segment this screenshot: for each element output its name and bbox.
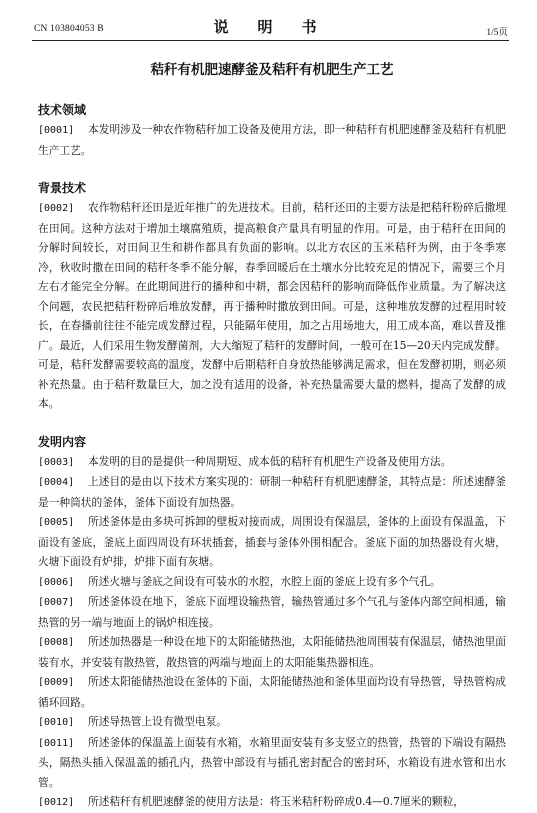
paragraph-number: [0002] [38, 203, 75, 214]
paragraph-text: 本发明的目的是提供一种周期短、成本低的秸秆有机肥生产设备及使用方法。 [88, 454, 452, 468]
paragraph-text: 所述秸秆有机肥速酵釜的使用方法是：将玉米秸秆粉碎成0.4—0.7厘米的颗粒， [88, 795, 464, 808]
paragraph [38, 120, 506, 160]
document-title: 秸秆有机肥速酵釜及秸秆有机肥生产工艺 [150, 62, 394, 78]
paragraph-number: [0008] [38, 637, 75, 648]
paragraph-number: [0006] [38, 576, 75, 588]
paragraph-number: [0012] [38, 797, 75, 808]
paragraph-number: [0010] [38, 717, 75, 728]
paragraph [38, 792, 506, 813]
paragraph [38, 632, 506, 672]
header-rule [32, 40, 509, 41]
paragraph [38, 712, 506, 733]
document-body [38, 55, 506, 813]
paragraph-number: [0003] [38, 456, 75, 468]
paragraph-text: 所述导热管上设有微型电泵。 [88, 715, 227, 728]
paragraph-number: [0007] [38, 597, 75, 608]
paragraph-text: 农作物秸秆还田是近年推广的先进技术。目前，秸秆还田的主要方法是把秸秆粉碎后撒埋在田间。这种方法对于增加土壤腐殖质，提高粮食产量具有明显的作用。可是，由于秸秆在田间的分解时间较长，对田间卫生和耕作都具有负面的影响。以北方农区的玉米秸秆为例，由于冬季寒冷，秋收时撒在田间的秸秆冬季不能分解，春季回暖后在土壤水分比较充足的情况下，需要三个月左右才能完全分解。在此期间进行的播种和中耕，都会因秸秆的影响而降低作业质量。为了解决这个问题，农民把秸秆粉碎后堆放发酵，再于播种时撒放到田间。可是，这种堆放发酵的过程用时较长，在春播前往往不能完成发酵过程，只能隔年使用，加之占用场地大，用工成本高，难以普及推广。最近，人们采用生物发酵菌剂，大大缩短了秸秆的发酵时间，一般可在15—20天内完成发酵。可是，秸秆发酵需要较高的温度，发酵中后期秸秆自身放热能够满足需求，但在发酵初期，则必须补充热量。由于秸秆数量巨大，加之没有适用的设备，补充热量需要大量的燃料，提高了发酵的成本。 [38, 201, 506, 410]
paragraph [38, 592, 506, 632]
paragraph-text: 所述釜体设在地下，釜底下面埋设输热管，输热管通过多个气孔与釜体内部空间相通，输热管的另一端与地面上的锅炉相连接。 [38, 595, 506, 629]
paragraph-number: [0001] [38, 125, 75, 136]
paragraph [38, 672, 506, 712]
paragraph-number: [0004] [38, 477, 75, 488]
page-number: 1/5页 [486, 28, 508, 38]
page-header [0, 0, 537, 44]
paragraph-text: 本发明涉及一种农作物秸秆加工设备及使用方法，即一种秸秆有机肥速酵釜及秸秆有机肥生产工艺。 [38, 123, 506, 157]
paragraph [38, 198, 506, 414]
paragraph-text: 所述加热器是一种设在地下的太阳能储热池，太阳能储热池周围装有保温层，储热池里面装有水，并安装有散热管，散热管的两端与地面上的太阳能集热器相连。 [38, 635, 506, 669]
paragraph-text: 所述火塘与釜底之间设有可装水的水腔，水腔上面的釜底上设有多个气孔。 [88, 574, 441, 588]
paragraph-text: 上述目的是由以下技术方案实现的：研制一种秸秆有机肥速酵釜，其特点是：所述速酵釜是一种筒状的釜体，釜体下面设有加热器。 [38, 475, 506, 509]
paragraph-number: [0009] [38, 677, 75, 688]
paragraph [38, 452, 506, 473]
paragraph-text: 所述釜体的保温盖上面装有水箱，水箱里面安装有多支竖立的热管，热管的下端设有隔热头，隔热头插入保温盖的插孔内，热管中部设有与插孔密封配合的密封环，水箱设有进水管和出水管。 [38, 735, 506, 789]
document-type-heading: 说 明 书 [213, 18, 324, 36]
paragraph-text: 所述釜体是由多块可拆卸的壁板对接而成，周围设有保温层，釜体的上面设有保温盖，下面设有釜底，釜底上面四周设有环状插套，插套与釜体外围相配合。釜底下面的加热器设有火塘，火塘下面设有炉排，炉排下面有灰塘。 [38, 515, 506, 568]
paragraph [38, 733, 506, 793]
publication-number: CN 103804053 B [34, 24, 104, 34]
section-heading-background: 背景技术 [38, 181, 87, 195]
paragraph-number: [0011] [38, 737, 75, 749]
paragraph [38, 572, 506, 593]
paragraph [38, 512, 506, 572]
paragraph-text: 所述太阳能储热池设在釜体的下面，太阳能储热池和釜体里面均设有导热管，导热管构成循环回路。 [38, 675, 506, 709]
section-heading-technical-field: 技术领域 [38, 103, 87, 117]
section-heading-summary: 发明内容 [38, 434, 87, 449]
paragraph [38, 472, 506, 512]
paragraph-number: [0005] [38, 517, 75, 528]
